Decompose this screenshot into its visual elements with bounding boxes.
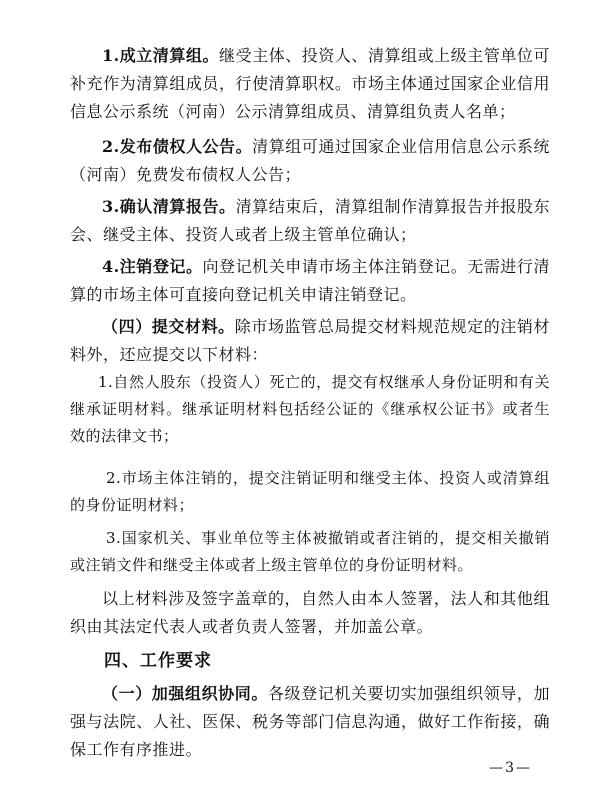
step-2-text: 清算组可通过国家企业信用信息公示系统（河南）免费发布债权人公告； [70, 137, 550, 184]
step-4-paragraph [70, 253, 550, 309]
materials-lead: （四）提交材料。 [102, 317, 235, 336]
step-1-lead: 1.成立清算组。 [102, 46, 220, 65]
step-4-lead: 4.注销登记。 [102, 257, 203, 276]
step-1-text: 继受主体、投资人、清算组或上级主管单位可补充作为清算组成员，行使清算职权。市场主体通过国家企业信用信息公示系统（河南）公示清算组成员、清算组负责人名单； [70, 46, 550, 121]
coordination-paragraph [70, 680, 550, 764]
section-heading: 四、工作要求 [104, 651, 212, 671]
step-3-lead: 3.确认清算报告。 [102, 197, 236, 216]
materials-paragraph [70, 313, 550, 369]
step-3-text: 清算结束后，清算组制作清算报告并报股东会、继受主体、投资人或者上级主管单位确认； [70, 197, 550, 244]
step-4-text: 向登记机关申请市场主体注销登记。无需进行清算的市场主体可直接向登记机关申请注销登记。 [70, 257, 550, 304]
step-2-paragraph [70, 133, 550, 189]
signature-note: 以上材料涉及签字盖章的，自然人由本人签署，法人和其他组织由其法定代表人或者负责人签署，并加盖公章。 [70, 589, 550, 636]
coordination-lead: （一）加强组织协同。 [102, 684, 268, 703]
material-item-3: 3.国家机关、事业单位等主体被撤销或者注销的，提交相关撤销或注销文件和继受主体或者上级主管单位的身份证明材料。 [70, 529, 550, 574]
material-item-2: 2.市场主体注销的，提交注销证明和继受主体、投资人或清算组的身份证明材料； [70, 469, 550, 514]
page-number: —3— [489, 760, 532, 776]
materials-text: 除市场监管总局提交材料规范规定的注销材料外，还应提交以下材料： [70, 317, 550, 364]
material-item-1: 1.自然人股东（投资人）死亡的，提交有权继承人身份证明和有关继承证明材料。继承证明材料包括经公证的《继承权公证书》或者生效的法律文书； [70, 373, 550, 445]
step-3-paragraph [70, 193, 550, 249]
step-2-lead: 2.发布债权人公告。 [102, 137, 253, 156]
step-1-paragraph [70, 42, 550, 126]
coordination-text: 各级登记机关要切实加强组织领导，加强与法院、人社、医保、税务等部门信息沟通，做好工作衔接，确保工作有序推进。 [70, 684, 550, 759]
